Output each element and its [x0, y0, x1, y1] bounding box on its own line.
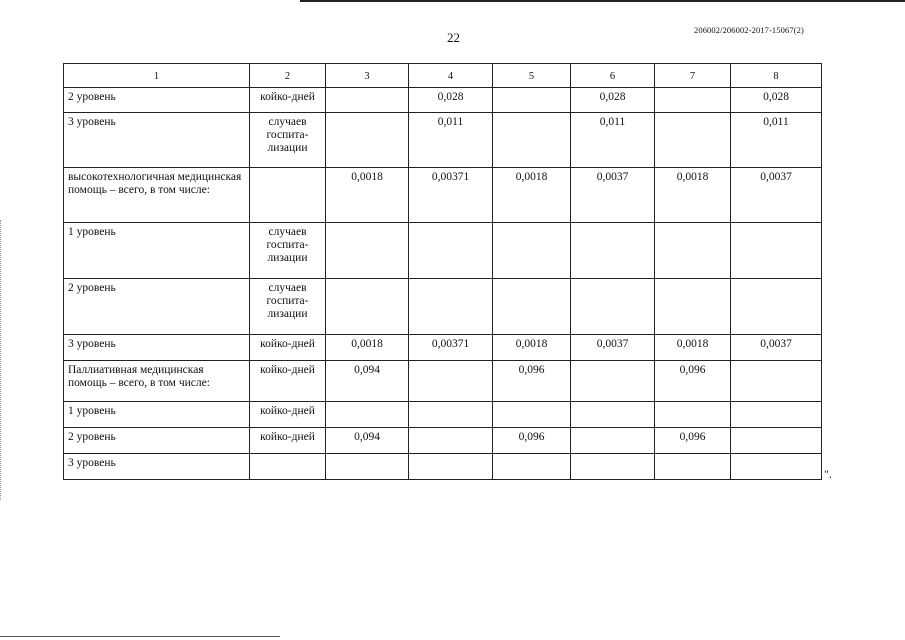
column-number: 1	[64, 64, 250, 88]
value-cell	[731, 223, 822, 279]
column-number: 7	[655, 64, 731, 88]
value-cell	[655, 402, 731, 428]
page-number: 22	[447, 30, 460, 45]
value-cell	[493, 113, 571, 168]
value-cell: 0,094	[326, 428, 409, 454]
value-cell: 0,0018	[655, 168, 731, 223]
closing-quote-mark: ".	[824, 467, 832, 481]
column-number: 4	[409, 64, 493, 88]
value-cell: 0,0018	[655, 335, 731, 361]
value-cell	[731, 361, 822, 402]
value-cell	[326, 223, 409, 279]
value-cell	[326, 279, 409, 335]
value-cell	[409, 402, 493, 428]
value-cell: 0,0018	[326, 168, 409, 223]
unit-cell: койко-дней	[250, 361, 326, 402]
value-cell	[493, 454, 571, 480]
table-row	[64, 168, 822, 223]
value-cell	[409, 223, 493, 279]
table-row	[64, 402, 822, 428]
value-cell	[409, 428, 493, 454]
value-cell	[493, 223, 571, 279]
unit-cell: койко-дней	[250, 402, 326, 428]
column-number: 6	[571, 64, 655, 88]
document-code: 206002/206002-2017-15067(2)	[694, 25, 804, 35]
row-label: 1 уровень	[64, 223, 250, 279]
value-cell: 0,011	[409, 113, 493, 168]
value-cell: 0,094	[326, 361, 409, 402]
value-cell: 0,028	[571, 88, 655, 113]
value-cell: 0,00371	[409, 335, 493, 361]
value-cell: 0,096	[655, 428, 731, 454]
value-cell	[493, 88, 571, 113]
unit-cell: случаев госпита-лизации	[250, 113, 326, 168]
column-number: 8	[731, 64, 822, 88]
row-label: Паллиативная медицинская помощь – всего, в том числе:	[64, 361, 250, 402]
value-cell: 0,0037	[731, 335, 822, 361]
row-label: высокотехнологичная медицинская помощь – всего, в том числе:	[64, 168, 250, 223]
table-row	[64, 279, 822, 335]
row-label: 2 уровень	[64, 279, 250, 335]
row-label: 3 уровень	[64, 113, 250, 168]
table-row	[64, 361, 822, 402]
value-cell	[655, 223, 731, 279]
value-cell: 0,0018	[493, 168, 571, 223]
value-cell	[731, 428, 822, 454]
table-row	[64, 88, 822, 113]
value-cell	[326, 454, 409, 480]
column-number-row	[64, 64, 822, 88]
value-cell	[571, 428, 655, 454]
unit-cell: случаев госпита-лизации	[250, 279, 326, 335]
value-cell	[326, 113, 409, 168]
value-cell	[326, 402, 409, 428]
medical-care-volume-table	[63, 63, 822, 480]
value-cell: 0,028	[409, 88, 493, 113]
value-cell: 0,096	[655, 361, 731, 402]
value-cell	[409, 361, 493, 402]
value-cell: 0,011	[571, 113, 655, 168]
value-cell: 0,0037	[571, 335, 655, 361]
value-cell	[731, 454, 822, 480]
table-row	[64, 335, 822, 361]
value-cell	[571, 223, 655, 279]
value-cell	[493, 279, 571, 335]
top-rule	[300, 0, 905, 2]
value-cell: 0,0018	[493, 335, 571, 361]
value-cell	[731, 279, 822, 335]
value-cell	[731, 402, 822, 428]
value-cell: 0,011	[731, 113, 822, 168]
row-label: 3 уровень	[64, 454, 250, 480]
value-cell	[326, 88, 409, 113]
unit-cell: койко-дней	[250, 88, 326, 113]
value-cell	[655, 113, 731, 168]
scan-edge-mark	[0, 220, 3, 500]
value-cell	[655, 88, 731, 113]
value-cell	[571, 402, 655, 428]
value-cell: 0,0037	[571, 168, 655, 223]
row-label: 3 уровень	[64, 335, 250, 361]
unit-cell: койко-дней	[250, 335, 326, 361]
value-cell	[655, 279, 731, 335]
column-number: 5	[493, 64, 571, 88]
value-cell	[409, 279, 493, 335]
row-label: 2 уровень	[64, 88, 250, 113]
table-row	[64, 428, 822, 454]
value-cell: 0,00371	[409, 168, 493, 223]
unit-cell: случаев госпита-лизации	[250, 223, 326, 279]
value-cell	[571, 454, 655, 480]
table-row	[64, 113, 822, 168]
bottom-rule	[0, 636, 280, 637]
value-cell: 0,0018	[326, 335, 409, 361]
value-cell	[493, 402, 571, 428]
row-label: 1 уровень	[64, 402, 250, 428]
value-cell	[655, 454, 731, 480]
value-cell	[571, 361, 655, 402]
unit-cell	[250, 168, 326, 223]
row-label: 2 уровень	[64, 428, 250, 454]
value-cell: 0,096	[493, 428, 571, 454]
unit-cell: койко-дней	[250, 428, 326, 454]
value-cell: 0,096	[493, 361, 571, 402]
unit-cell	[250, 454, 326, 480]
value-cell: 0,0037	[731, 168, 822, 223]
value-cell	[571, 279, 655, 335]
value-cell	[409, 454, 493, 480]
table-row	[64, 223, 822, 279]
column-number: 3	[326, 64, 409, 88]
column-number: 2	[250, 64, 326, 88]
table-row	[64, 454, 822, 480]
value-cell: 0,028	[731, 88, 822, 113]
